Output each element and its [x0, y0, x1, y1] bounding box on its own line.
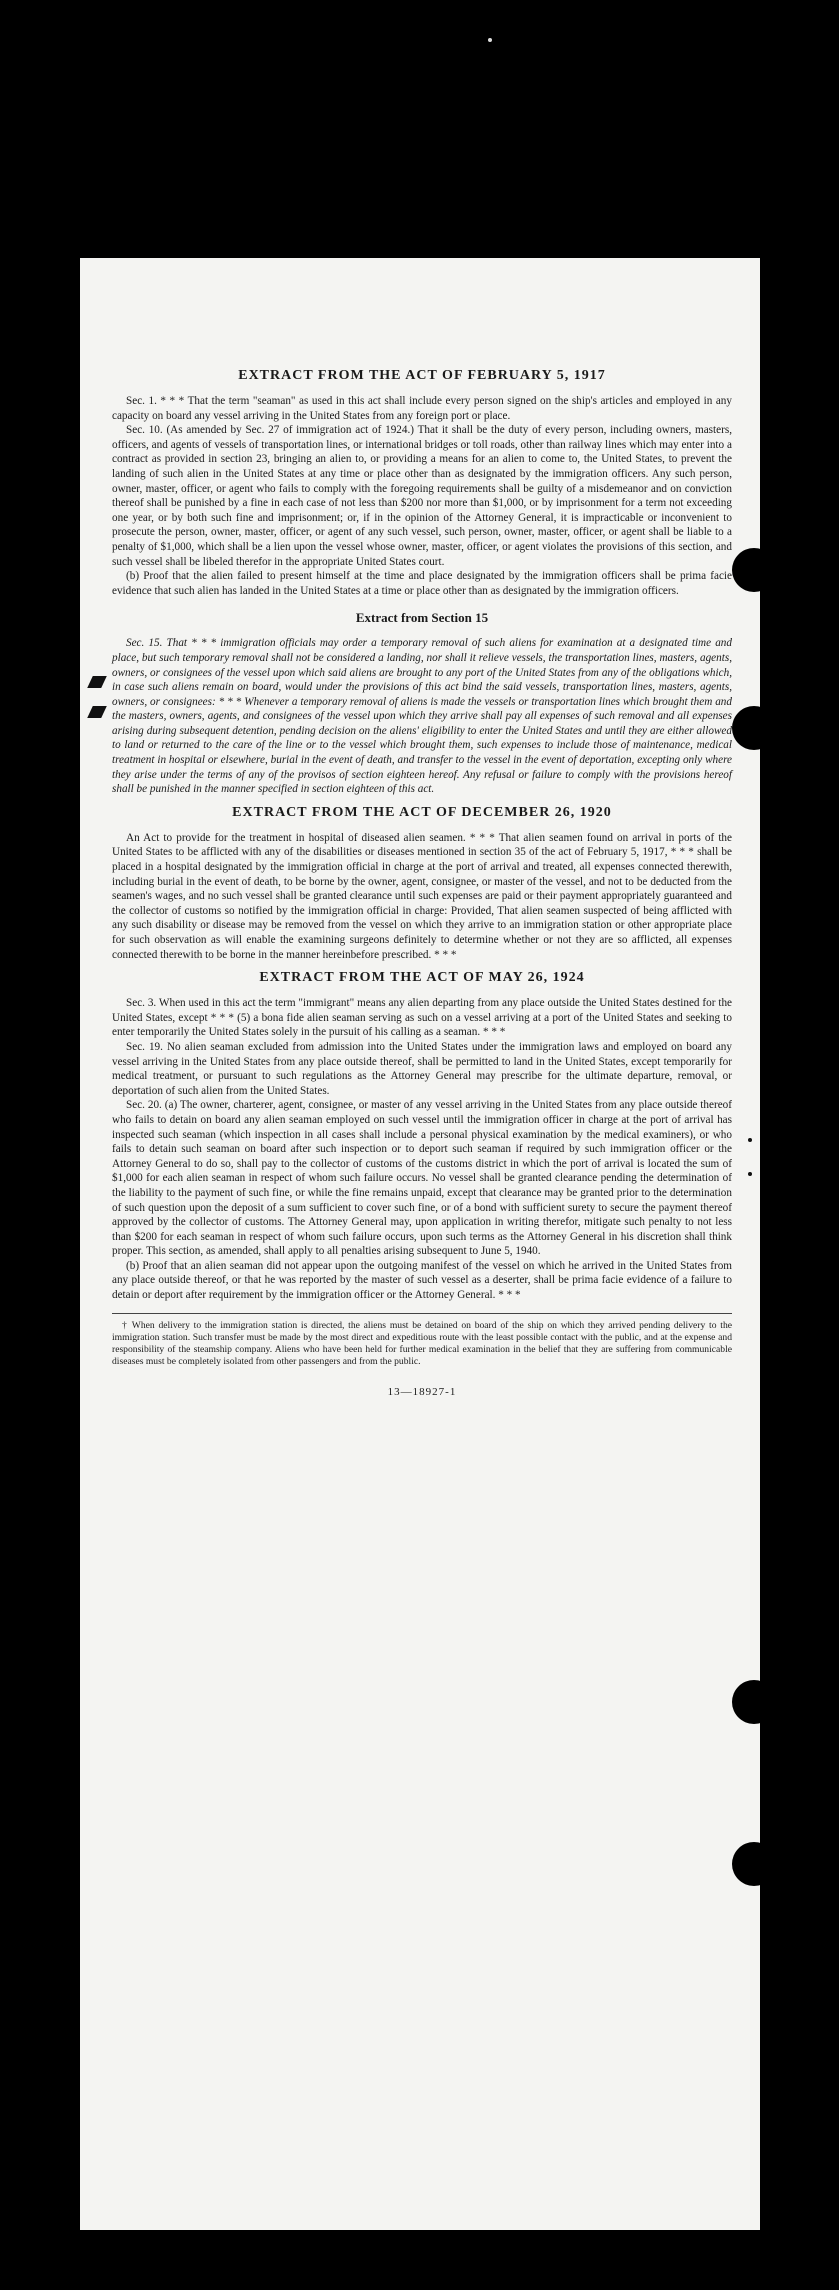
margin-dot [748, 1172, 752, 1176]
heading-act-1917: EXTRACT FROM THE ACT OF FEBRUARY 5, 1917 [238, 368, 606, 383]
form-number: 13—18927-1 [387, 1386, 457, 1399]
footnote [112, 1313, 732, 1369]
punch-hole [732, 1842, 776, 1886]
punch-hole [732, 1680, 776, 1724]
heading-act-1920: EXTRACT FROM THE ACT OF DECEMBER 26, 1920 [232, 804, 612, 820]
paragraph-sec20a: Sec. 20. (a) The owner, charterer, agent, consignee, or master of any vessel arriving in the United States from any place outside thereof who fails to detain on board any alien seaman employed on such vessel until the immigration officer in charge at the port of arrival has inspected such seaman (which inspection in all cases shall include a personal physical examination by the medical examiners), or who fails to detain such seaman on board after such inspection or to deport such seaman if required by such immigration officer or the Attorney General to do so, shall pay to the collector of customs of the customs district in which the port of arrival is located the sum of $1,000 for each alien seaman in respect of whom such failure occurs. No vessel shall be granted clearance pending the determination of the liability to the payment of such fine, or while the fine remains unpaid, except that clearance may be granted prior to the determination of such question upon the deposit of a sum sufficient to cover such fine, or of a bond with sufficient surety to secure the payment thereof approved by the collector of customs. The Attorney General may, upon application in writing therefor, mitigate such penalty to not less than $200 for each seaman in respect of whom such failure occurs, upon such terms as the Attorney General in his discretion shall think proper. This section, as amended, shall apply to all penalties arising subsequent to June 5, 1940. [112, 1099, 732, 1258]
scan-speck [488, 38, 492, 42]
heading-section-15: Extract from Section 15 [355, 610, 489, 626]
paragraph-sec1: Sec. 1. * * * That the term "seaman" as used in this act shall include every person signed on the ship's articles and employed in any capacity on board any vessel arriving in the United States from any foreign port or place. [112, 395, 732, 422]
margin-mark [87, 706, 107, 718]
margin-dot [748, 1138, 752, 1142]
footnote-text: † When delivery to the immigration station is directed, the aliens must be detained on board of the ship on which they arrived pending delivery to the immigration station. Such transfer must be made by the most direct and expeditious route with the least possible contact with the public, and at the expense and responsibility of the steamship company. Aliens who have been held for further medical examination in the belief that they are suffering from communicable diseases must be completely isolated from other passengers and from the public. [112, 1319, 732, 1368]
heading-act-1924: EXTRACT FROM THE ACT OF MAY 26, 1924 [259, 970, 585, 986]
margin-mark [87, 676, 107, 688]
paragraph-sec10: Sec. 10. (As amended by Sec. 27 of immigration act of 1924.) That it shall be the duty of every person, including owners, masters, officers, and agents of vessels of transportation lines, or international bridges or toll roads, other than railway lines which may enter into a contract as provided in section 23, bringing an alien to, or providing a means for an alien to come to, the United States, to prevent the landing of such alien in the United States at any time or place other than as designated by the immigration officers. Any such person, owner, master, officer, or agent who fails to comply with the foregoing requirements shall be guilty of a misdemeanor and on conviction thereof shall be punished by a fine in each case of not less than $200 nor more than $1,000, or by imprisonment for a term not exceeding one year, or by both such fine and imprisonment; or, if in the opinion of the Attorney General, it is impracticable or inconvenient to prosecute the person, owner, master, officer, or agent of any such vessel, such person, owner, master, officer, or agent shall be liable to a penalty of $1,000, which shall be a lien upon the vessel whose owner, master, officer, or agent violates the provisions of this section, and such vessel shall be libeled therefor in the appropriate United States court. [112, 424, 732, 568]
paragraph-sec15: Sec. 15. That * * * immigration officials may order a temporary removal of such aliens for examination at a designated time and place, but such temporary removal shall not be considered a landing, nor shall it relieve vessels, the transportation lines, masters, agents, owners, or consignees of the vessel upon which said aliens are brought to any port of the United States from any of the obligations which, in case such aliens remain on board, would under the provisions of this act bind the said vessels, transportation lines, masters, agents, owners, or consignees: * * * Whenever a temporary removal of aliens is made the vessels or transportation lines which brought them and the masters, owners, agents, and consignees of the vessel upon which they arrive shall pay all expenses of such removal and all expenses arising during subsequent detention, pending decision on the aliens' eligibility to enter the United States and until they are either allowed to land or returned to the care of the line or to the vessel which brought them, such expenses to include those of maintenance, medical treatment in hospital or elsewhere, burial in the event of death, and transfer to the vessel in the event of deportation, excepting only where they arise under the terms of any of the provisos of section eighteen hereof. Any refusal or failure to comply with the provisions hereof shall be punished in the manner specified in section eighteen of this act. [112, 637, 732, 796]
punch-hole [732, 548, 776, 592]
punch-hole [732, 706, 776, 750]
paragraph-sec20b: (b) Proof that an alien seaman did not appear upon the outgoing manifest of the vessel on which he arrived in the United States from any place outside thereof, or that he was reported by the master of such vessel as a deserter, shall be prima facie evidence of a failure to detain or deport after requirement by the immigration officer or the Attorney General. * * * [112, 1259, 732, 1302]
paragraph-sec3: Sec. 3. When used in this act the term "immigrant" means any alien departing from any place outside the United States destined for the United States, except * * * (5) a bona fide alien seaman serving as such on a vessel arriving at a port of the United States and seeking to enter temporarily the United States solely in the pursuit of his calling as a seaman. * * * [112, 997, 732, 1039]
document-page [80, 258, 760, 2230]
paragraph-sec19: Sec. 19. No alien seaman excluded from admission into the United States under the immigration laws and employed on board any vessel arriving in the United States from any place outside thereof, shall be permitted to land in the United States, except temporarily for medical treatment, or pursuant to such regulations as the Attorney General may prescribe for the ultimate departure, removal, or deportation of such alien from the United States. [112, 1040, 732, 1097]
paragraph-sec10b: (b) Proof that the alien failed to present himself at the time and place designated by the immigration officers shall be prima facie evidence that such alien has landed in the United States at a time or place other than as designated by the immigration officers. [112, 570, 732, 597]
paragraph-act-1920: An Act to provide for the treatment in hospital of diseased alien seamen. * * * That alien seamen found on arrival in ports of the United States to be afflicted with any of the disabilities or diseases mentioned in section 35 of the act of February 5, 1917, * * * shall be placed in a hospital designated by the immigration official in charge at the port of arrival and treated, all expenses connected therewith, including burial in the event of death, to be borne by the owner, agent, consignee, or master of the vessel, and not to be deducted from the seamen's wages, and no such vessel shall be granted clearance until such expenses are paid or their payment appropriately guaranteed and the collector of customs so notified by the immigration official in charge: Provided, That alien seamen suspected of being afflicted with any such disability or disease may be removed from the vessel on which they arrive to an immigration station or other appropriate place for such observation as will enable the examining surgeons definitely to determine whether or not they are so afflicted, all expenses connected therewith to be borne in the manner hereinbefore prescribed. * * * [112, 831, 732, 961]
